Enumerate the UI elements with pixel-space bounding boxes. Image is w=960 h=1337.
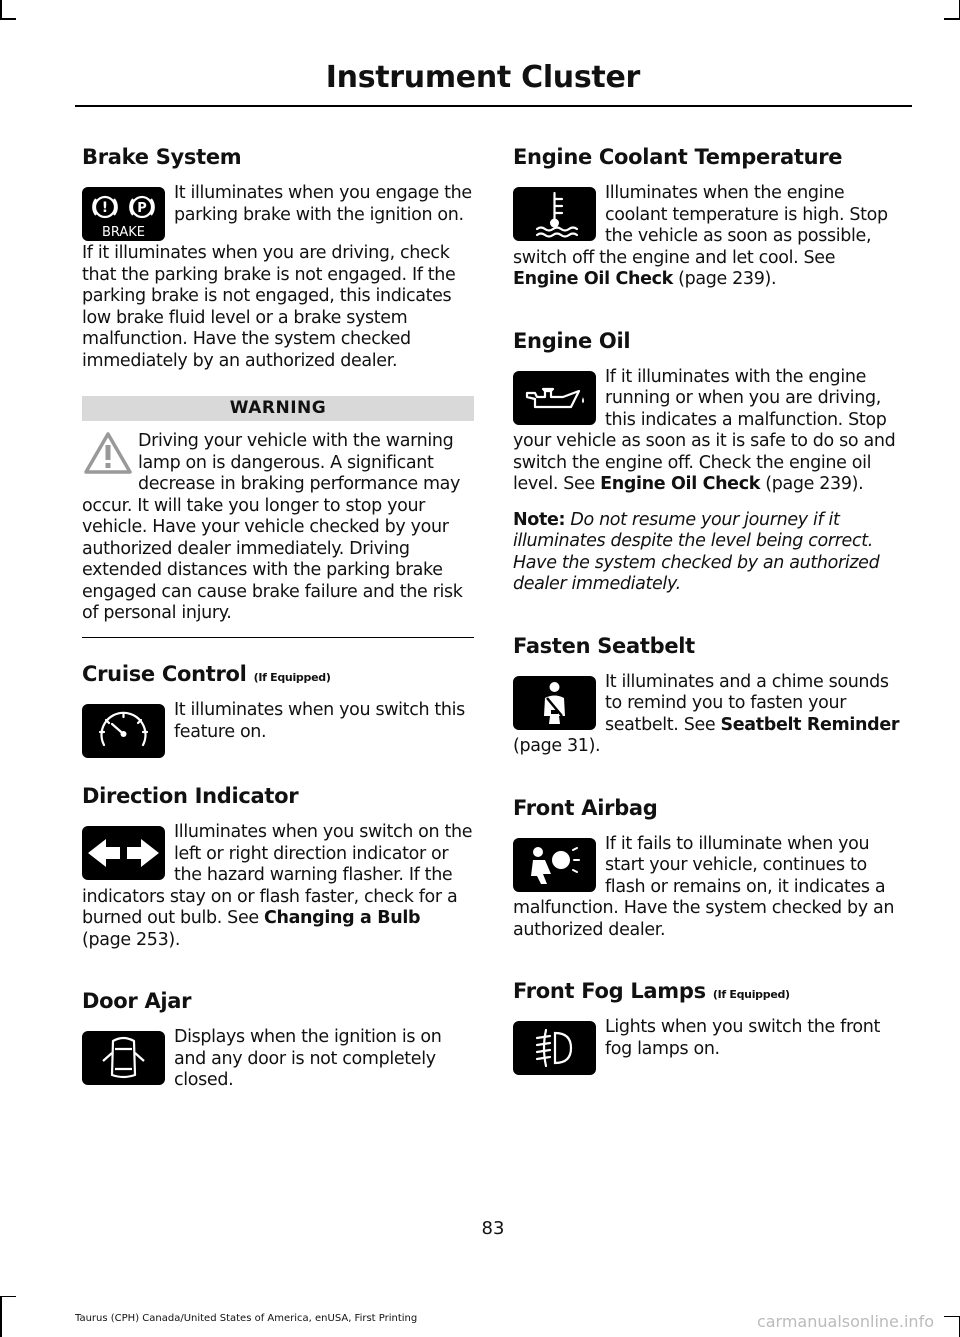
- crop-mark: [0, 1296, 16, 1298]
- coolant-temperature-section: [513, 145, 905, 305]
- changing-bulb-link[interactable]: Changing a Bulb: [264, 908, 421, 928]
- warning-heading: WARNING: [82, 396, 474, 421]
- section-title: Engine Oil: [513, 328, 631, 353]
- fasten-seatbelt-section: [513, 634, 905, 772]
- front-fog-lamps-section: [513, 979, 905, 1077]
- svg-text:P: P: [137, 201, 147, 216]
- brake-system-section: [82, 145, 474, 372]
- right-column: [513, 145, 905, 1101]
- warning-triangle-icon: [84, 431, 132, 475]
- fog-text: Lights when you switch the front fog lamps on.: [605, 1017, 881, 1059]
- crop-mark: [0, 1297, 2, 1337]
- cruise-text: It illuminates when you switch this feature on.: [174, 700, 465, 742]
- coolant-text: Illuminates when the engine coolant temperature is high. Stop the vehicle as soon as possible, switch off the engine and let cool. See Engine Oil Check (page 239).: [513, 183, 888, 289]
- crop-mark: [0, 18, 16, 20]
- engine-oil-section: [513, 329, 905, 610]
- brake-intro: It illuminates when you engage the parking brake with the ignition on.: [174, 183, 472, 225]
- seatbelt-reminder-link[interactable]: Seatbelt Reminder: [720, 714, 900, 735]
- brake-body: If it illuminates when you are driving, check that the parking brake is not engaged. If the parking brake is not engaged, this indicates low brake fluid level or a brake system malfunction. Have the system checked immediately by an authorized dealer.: [82, 243, 456, 371]
- section-title: Brake System: [82, 145, 242, 169]
- section-title: Front Airbag: [513, 795, 658, 820]
- section-title: Front Fog Lamps (If Equipped): [513, 979, 790, 1003]
- oil-text: If it illuminates with the engine running or when you are driving, this indicates a malfunction. Stop your vehicle as soon as it is safe to do so and switch the engine off. Check the engine oil level. See Engine Oil Check (page 239).: [513, 366, 896, 494]
- airbag-icon: [513, 838, 596, 892]
- brake-icon-label: BRAKE: [101, 225, 146, 240]
- section-title: Door Ajar: [82, 989, 192, 1013]
- door-ajar-section: [82, 989, 474, 1106]
- watermark: carmanualsonline.info: [756, 1312, 934, 1331]
- svg-text:!: !: [101, 200, 109, 216]
- seatbelt-text: It illuminates and a chime sounds to remind you to fasten your seatbelt. See Seatbelt Reminder (page 31).: [513, 671, 900, 756]
- section-title: Fasten Seatbelt: [513, 633, 695, 658]
- front-airbag-section: [513, 796, 905, 956]
- turn-signal-arrows-icon: [82, 826, 165, 880]
- page-number: 83: [481, 1218, 505, 1239]
- door-text: Displays when the ignition is on and any door is not completely closed.: [174, 1027, 442, 1090]
- warning-text: Driving your vehicle with the warning lamp on is dangerous. A significant decrease in braking performance may occur. It will take you longer to stop your vehicle. Have your vehicle checked by your authorized dealer immediately. Driving extended distances with the parking brake engaged can cause brake failure and the risk of personal injury.: [82, 431, 463, 623]
- door-ajar-icon: [82, 1031, 165, 1085]
- direction-indicator-section: [82, 784, 474, 965]
- section-title: Cruise Control (If Equipped): [82, 662, 331, 686]
- brake-warning-icon: [82, 187, 165, 241]
- seatbelt-icon: [513, 676, 596, 730]
- crop-mark: [0, 0, 2, 20]
- direction-text: Illuminates when you switch on the left or right direction indicator or the hazard warning flasher. If the indicators stay on or flash faster, check for a burned out bulb. See Changing a Bulb (page 253).: [82, 822, 473, 950]
- engine-oil-check-link[interactable]: Engine Oil Check: [513, 269, 673, 289]
- header-divider: [75, 105, 912, 107]
- crop-mark: [944, 1316, 960, 1318]
- warning-block: [82, 396, 474, 638]
- warning-divider: [82, 637, 474, 639]
- page-title: Instrument Cluster: [325, 60, 640, 95]
- speedometer-icon: [82, 704, 165, 758]
- crop-mark: [944, 18, 960, 20]
- coolant-temperature-icon: [513, 187, 596, 241]
- engine-oil-check-link[interactable]: Engine Oil Check: [600, 474, 761, 494]
- left-column: [82, 145, 474, 1130]
- airbag-text: If it fails to illuminate when you start your vehicle, continues to flash or remains on, it indicates a malfunction. Have the system checked by an authorized dealer.: [513, 833, 895, 940]
- cruise-control-section: [82, 662, 474, 760]
- fog-lamp-icon: [513, 1021, 596, 1075]
- section-title: Engine Coolant Temperature: [513, 145, 843, 169]
- printing-info: Taurus (CPH) Canada/United States of America, enUSA, First Printing: [75, 1313, 418, 1324]
- oil-note: Note: Do not resume your journey if it illuminates despite the level being correct. Have the system checked by an authorized dealer immediately.: [513, 509, 880, 594]
- section-title: Direction Indicator: [82, 784, 299, 808]
- oil-can-icon: [513, 371, 596, 425]
